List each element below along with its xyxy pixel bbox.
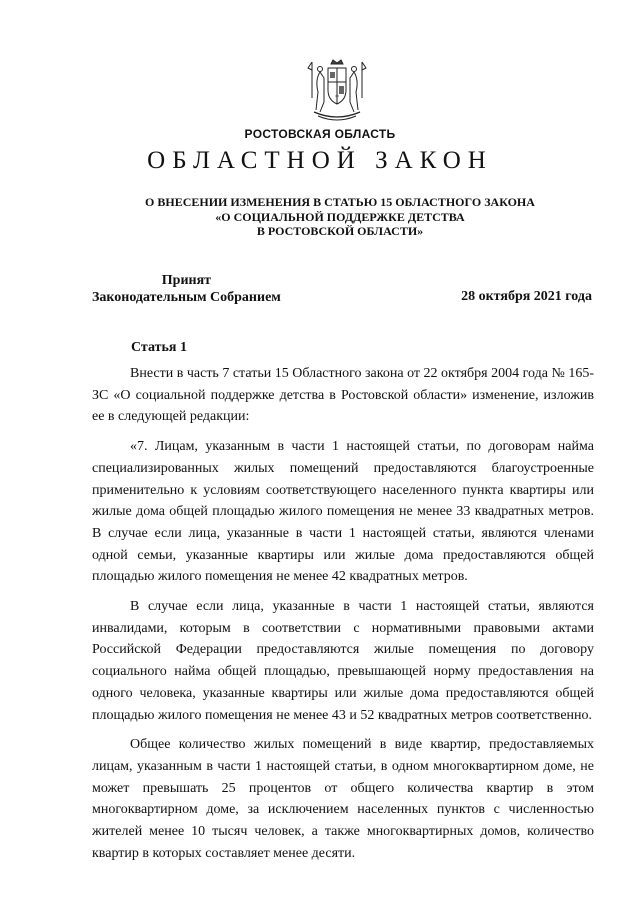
subtitle-line: О ВНЕСЕНИИ ИЗМЕНЕНИЯ В СТАТЬЮ 15 ОБЛАСТНОГО ЗАКОНА <box>145 195 535 209</box>
article-heading: Статья 1 <box>131 340 187 355</box>
adoption-note <box>92 273 281 306</box>
article-paragraph: Внести в часть 7 статьи 15 Областного закона от 22 октября 2004 года № 165-ЗС «О социальной поддержке детства в Ростовской области» изменение, изложив ее в следующей редакции: <box>92 366 594 425</box>
region-name: РОСТОВСКАЯ ОБЛАСТЬ <box>244 127 396 141</box>
adoption-line-2: Законодательным Собранием <box>92 289 281 305</box>
article-paragraph: В случае если лица, указанные в части 1 настоящей статьи, являются инвалидами, которым в соответствии с нормативными правовыми актами Российской Федерации предоставляются жилые помещения по договору социального найма общей площадью, превышающей норму предоставления на одного человека, указанные квартиры или жилые дома предоставляются общей площадью жилого помещения не менее 43 и 52 квадратных метров соответственно. <box>92 599 594 723</box>
article-paragraph: «7. Лицам, указанным в части 1 настоящей статьи, по договорам найма специализированных жилых помещений предоставляются благоустроенные применительно к условиям соответствующего населенного пункта квартиры или жилые дома общей площадью жилого помещения не менее 33 квадратных метров. В случае если лица, указанные в части 1 настоящей статьи, являются членами одной семьи, указанные квартиры или жилые дома предоставляются общей площадью жилого помещения не менее 42 квадратных метров. <box>92 439 594 585</box>
subtitle-line: В РОСТОВСКОЙ ОБЛАСТИ» <box>256 224 424 238</box>
article-paragraph: Общее количество жилых помещений в виде квартир, предоставляемых лицам, указанным в части 1 настоящей статьи, в одном многоквартирном доме, не может превышать 25 процентов от общего количества квартир в этом многоквартирном доме, за исключением населенных пунктов с численностью жителей менее 10 тысяч человек, а также многоквартирных домов, количество квартир в которых составляет менее десяти. <box>92 737 594 861</box>
article-body <box>92 363 594 872</box>
law-subtitle <box>120 195 560 239</box>
adoption-line-1: Принят <box>161 273 212 288</box>
subtitle-line: «О СОЦИАЛЬНОЙ ПОДДЕРЖКЕ ДЕТСТВА <box>215 209 465 224</box>
adoption-date: 28 октября 2021 года <box>461 289 592 304</box>
law-title: ОБЛАСТНОЙ ЗАКОН <box>147 147 493 174</box>
coat-of-arms-icon <box>306 58 368 122</box>
